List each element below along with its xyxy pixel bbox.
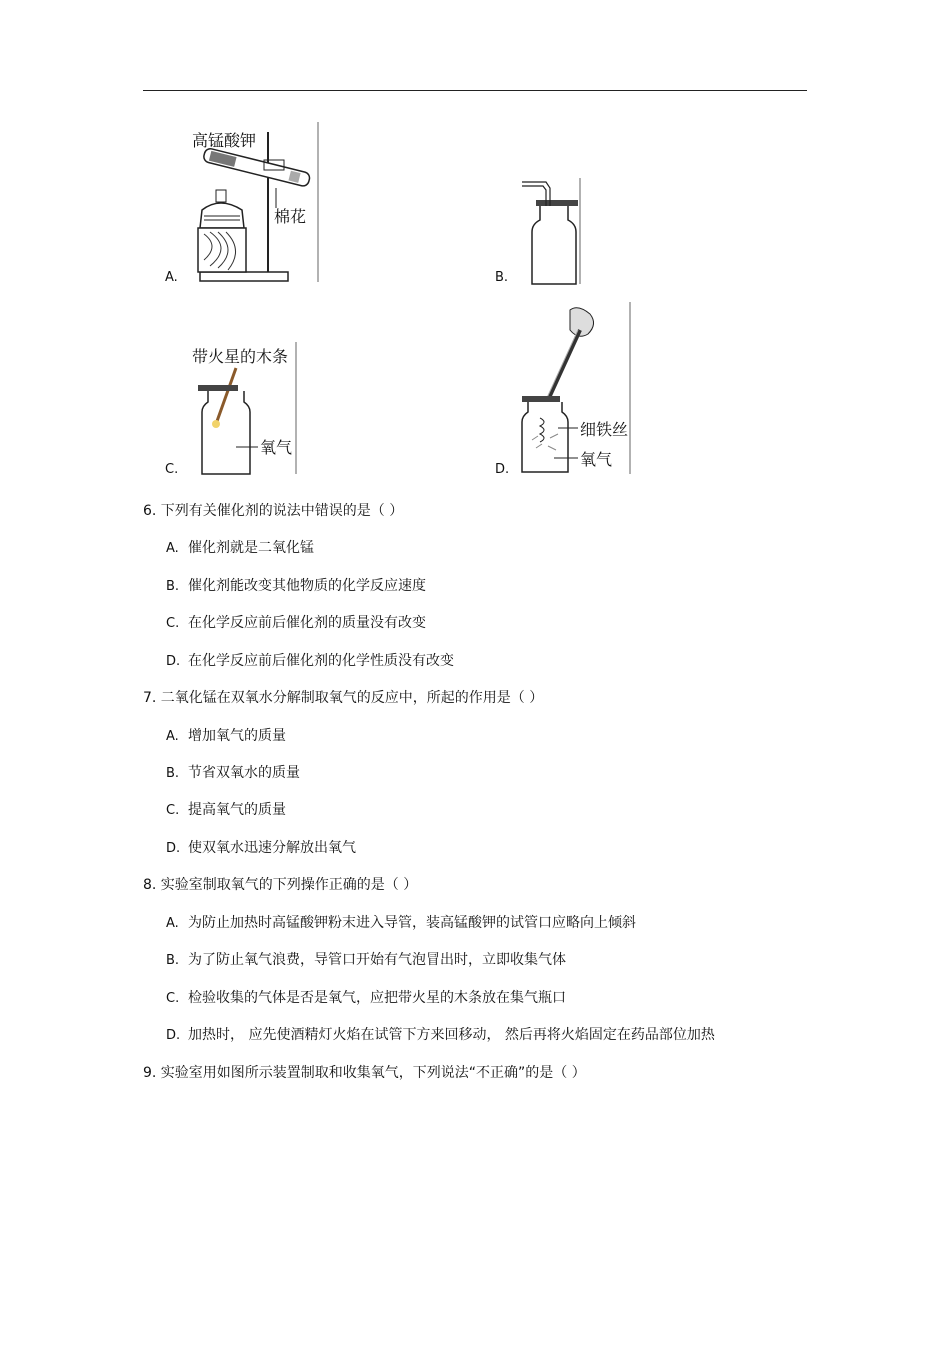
q6-option-d: D. 在化学反应前后催化剂的化学性质没有改变 xyxy=(166,653,454,669)
label-cotton: 棉花 xyxy=(274,207,307,226)
header-rule xyxy=(143,90,807,91)
q6-option-c: C. 在化学反应前后催化剂的质量没有改变 xyxy=(166,615,426,631)
q8-option-a: A. 为防止加热时高锰酸钾粉末进入导管，装高锰酸钾的试管口应略向上倾斜 xyxy=(166,915,636,931)
q7-option-d: D. 使双氧水迅速分解放出氧气 xyxy=(166,840,356,856)
label-oxygen-c: 氧气 xyxy=(260,438,293,457)
question-8-stem: 8. 实验室制取氧气的下列操作正确的是（ ） xyxy=(143,877,418,893)
figure-b-letter: B. xyxy=(495,270,509,285)
figure-d-letter: D. xyxy=(495,462,510,477)
q7-option-c: C. 提高氧气的质量 xyxy=(166,802,286,818)
figure-c-letter: C. xyxy=(165,462,179,477)
question-7-stem: 7. 二氧化锰在双氧水分解制取氧气的反应中，所起的作用是（ ） xyxy=(143,690,544,706)
figure-d-iron-wire-combustion xyxy=(518,300,638,478)
question-9-stem: 9. 实验室用如图所示装置制取和收集氧气，下列说法“不正确”的是（ ） xyxy=(143,1065,586,1081)
figure-a-heating-apparatus xyxy=(180,120,330,288)
q8-option-c: C. 检验收集的气体是否是氧气，应把带火星的木条放在集气瓶口 xyxy=(166,990,566,1006)
label-iron-wire: 细铁丝 xyxy=(580,420,629,439)
q7-option-b: B. 节省双氧水的质量 xyxy=(166,765,300,781)
label-potassium-permanganate: 高锰酸钾 xyxy=(192,131,257,150)
figure-b-gas-bottle xyxy=(518,176,588,286)
q7-option-a: A. 增加氧气的质量 xyxy=(166,728,286,744)
figure-c-splint-test xyxy=(188,340,308,480)
q6-option-b: B. 催化剂能改变其他物质的化学反应速度 xyxy=(166,578,426,594)
figure-a-letter: A. xyxy=(165,270,178,285)
label-glowing-splint: 带火星的木条 xyxy=(192,347,289,366)
q6-option-a: A. 催化剂就是二氧化锰 xyxy=(166,540,314,556)
label-oxygen-d: 氧气 xyxy=(580,450,613,469)
q8-option-b: B. 为了防止氧气浪费，导管口开始有气泡冒出时，立即收集气体 xyxy=(166,952,566,968)
q8-option-d: D. 加热时， 应先使酒精灯火焰在试管下方来回移动， 然后再将火焰固定在药品部位加热 xyxy=(166,1027,715,1043)
question-6-stem: 6. 下列有关催化剂的说法中错误的是（ ） xyxy=(143,503,404,519)
